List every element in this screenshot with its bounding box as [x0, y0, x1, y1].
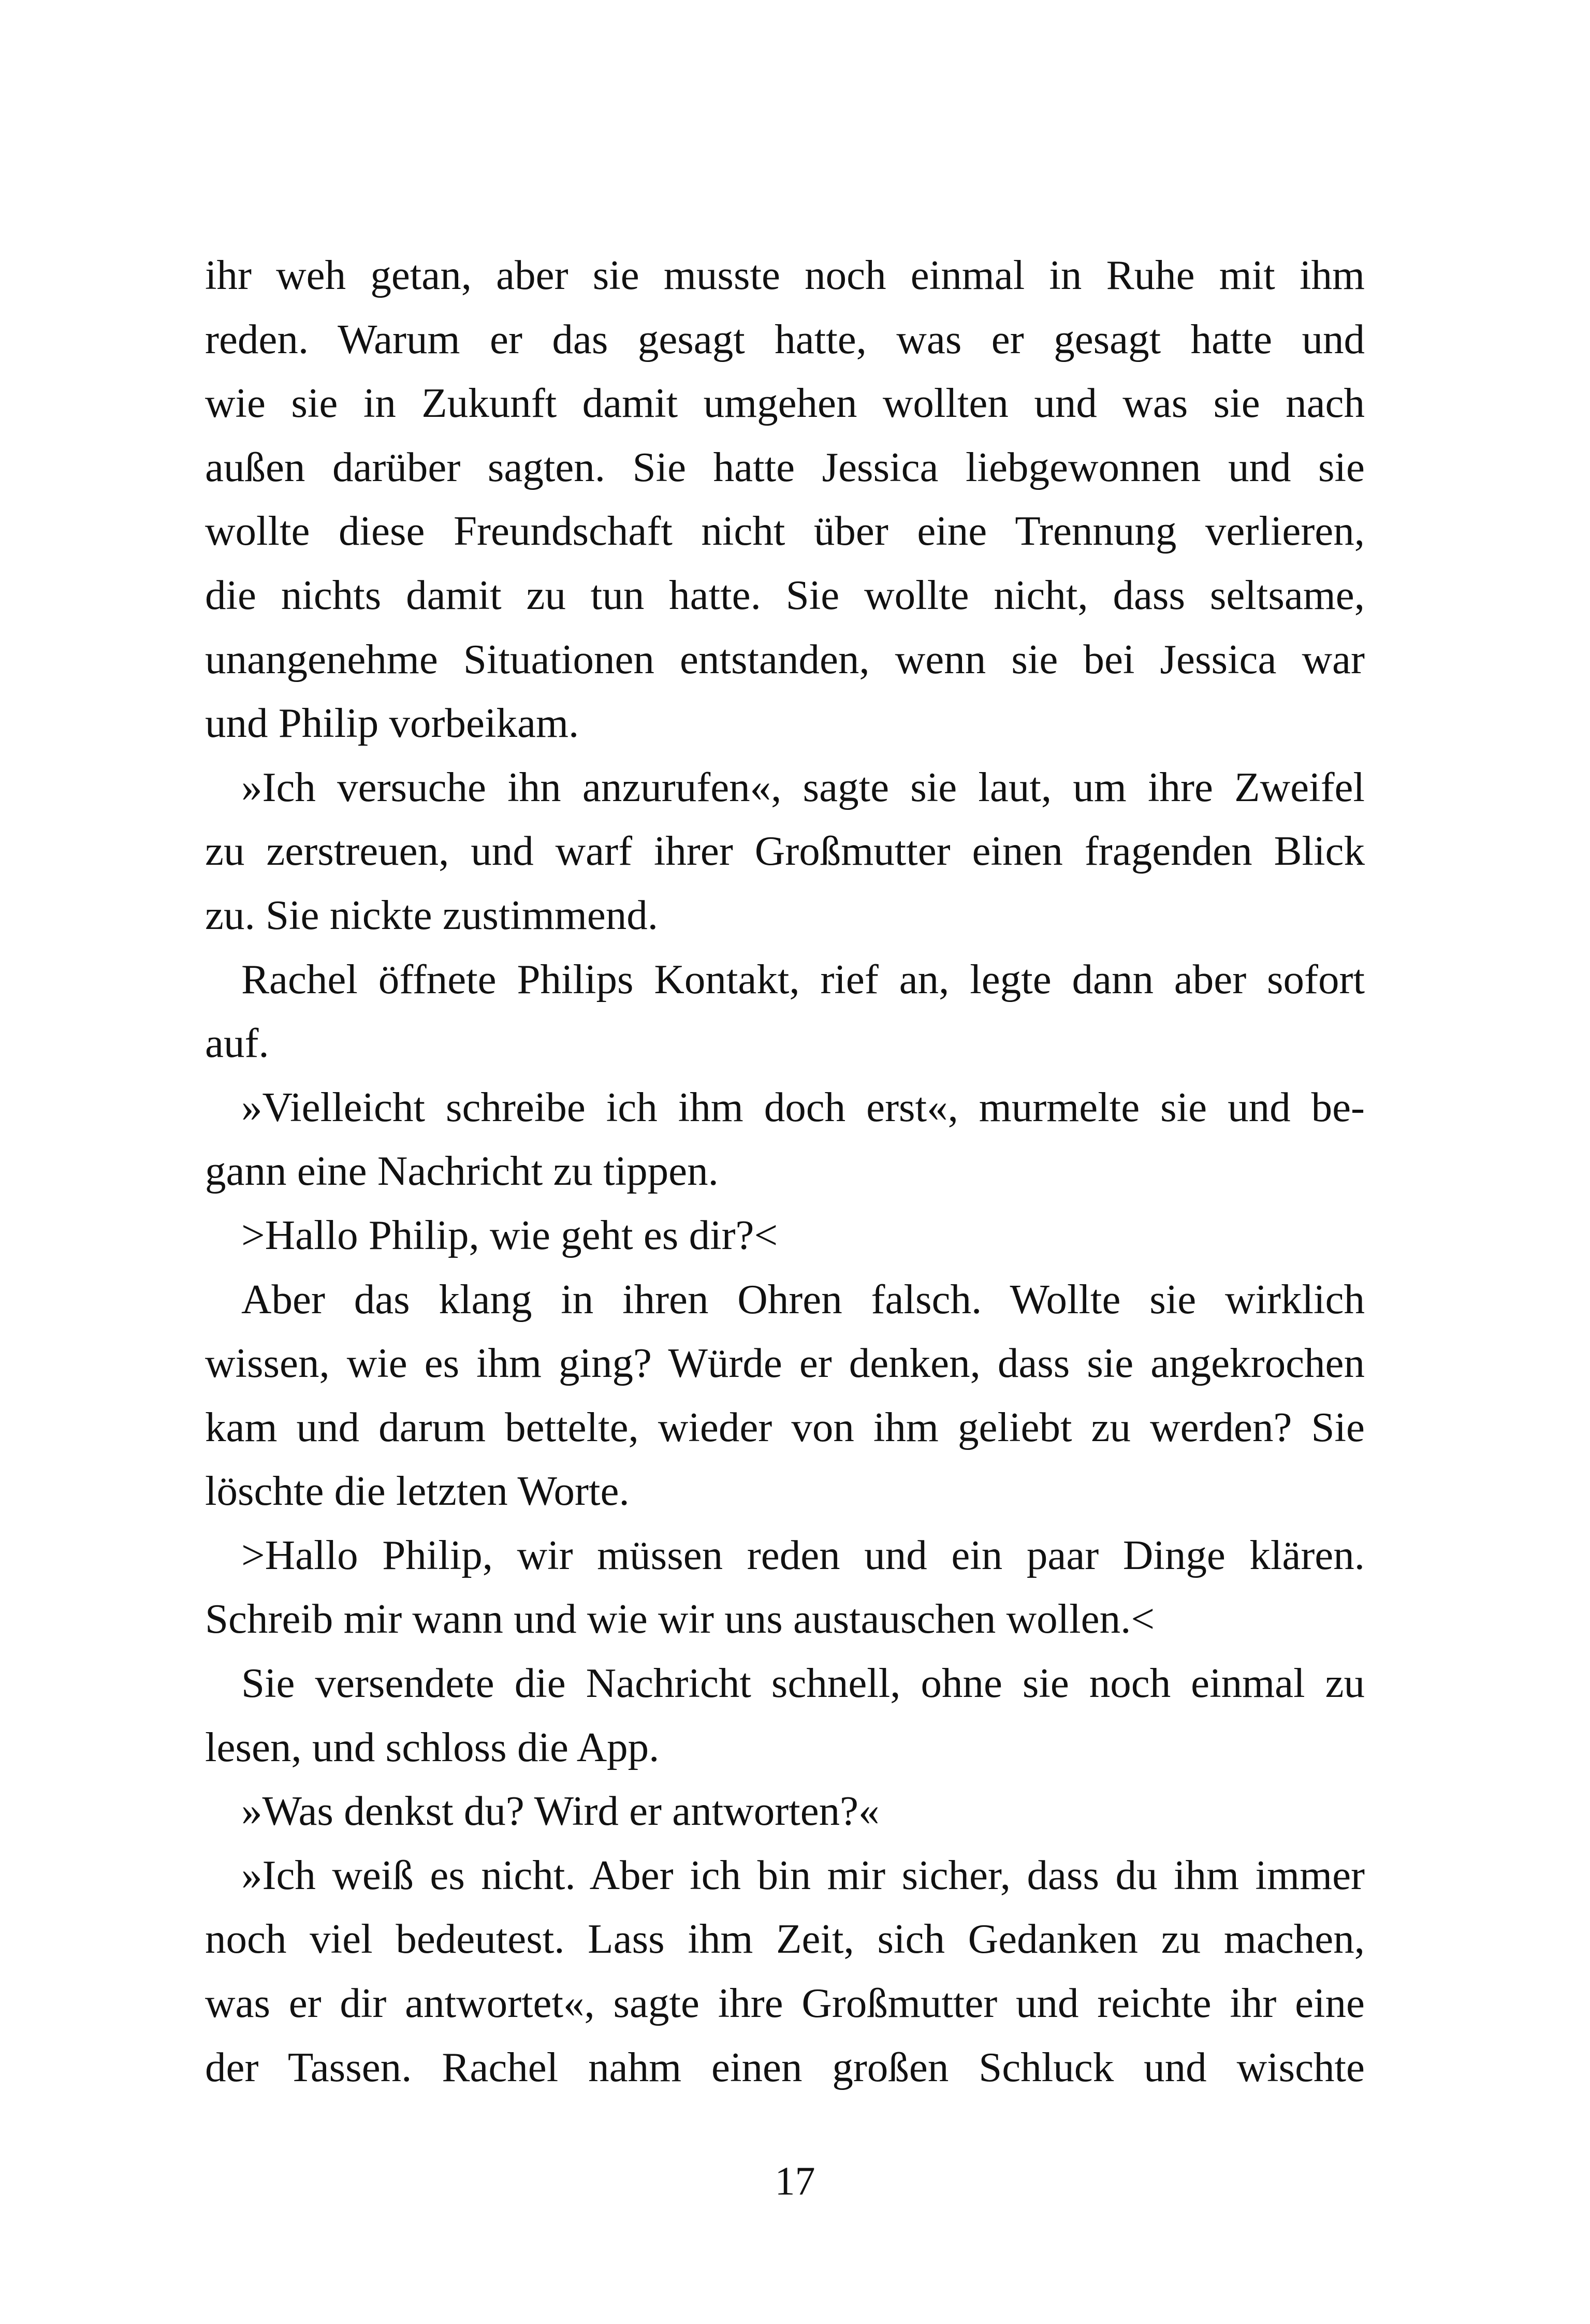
- text-line: außen darüber sagten. Sie hatte Jessica liebgewonnen und sie: [205, 443, 1365, 490]
- text-line: zu zerstreuen, und warf ihrer Großmutter einen fragenden Blick: [205, 827, 1365, 875]
- text-line: »Vielleicht schreibe ich ihm doch erst«, murmelte sie und be-: [241, 1083, 1365, 1130]
- text-line: auf.: [205, 1020, 269, 1067]
- text-line: Rachel öffnete Philips Kontakt, rief an, legte dann aber sofort: [241, 955, 1365, 1003]
- text-line: »Was denkst du? Wird er antworten?«: [241, 1788, 880, 1835]
- text-line: was er dir antwortet«, sagte ihre Großmutter und reichte ihr eine: [205, 1980, 1365, 2027]
- text-line: unangenehme Situationen entstanden, wenn sie bei Jessica war: [205, 635, 1365, 682]
- text-line: wie sie in Zukunft damit umgehen wollten und was sie nach: [205, 380, 1365, 427]
- text-line: wollte diese Freundschaft nicht über eine Trennung verlieren,: [205, 507, 1365, 555]
- text-line: noch viel bedeutest. Lass ihm Zeit, sich Gedanken zu machen,: [205, 1915, 1365, 1963]
- page-number: 17: [775, 2158, 815, 2203]
- text-line: löschte die letzten Worte.: [205, 1468, 630, 1515]
- text-line: die nichts damit zu tun hatte. Sie wollte nicht, dass seltsame,: [205, 571, 1365, 618]
- body-text: [205, 243, 1365, 2099]
- text-line: zu. Sie nickte zustimmend.: [205, 891, 659, 938]
- text-line: >Hallo Philip, wir müssen reden und ein paar Dinge klären.: [241, 1531, 1365, 1578]
- text-line: reden. Warum er das gesagt hatte, was er gesagt hatte und: [205, 315, 1365, 362]
- text-line: lesen, und schloss die App.: [205, 1723, 660, 1770]
- text-line: der Tassen. Rachel nahm einen großen Schluck und wischte: [205, 2043, 1365, 2090]
- text-line: wissen, wie es ihm ging? Würde er denken, dass sie angekrochen: [205, 1340, 1365, 1387]
- text-line: >Hallo Philip, wie geht es dir?<: [241, 1211, 778, 1258]
- text-line: kam und darum bettelte, wieder von ihm geliebt zu werden? Sie: [205, 1403, 1365, 1450]
- text-line: ihr weh getan, aber sie musste noch einmal in Ruhe mit ihm: [205, 252, 1365, 298]
- text-line: Aber das klang in ihren Ohren falsch. Wollte sie wirklich: [241, 1275, 1365, 1323]
- text-line: und Philip vorbeikam.: [205, 700, 579, 747]
- text-line: »Ich weiß es nicht. Aber ich bin mir sicher, dass du ihm immer: [241, 1851, 1365, 1898]
- text-line: gann eine Nachricht zu tippen.: [205, 1148, 719, 1195]
- text-line: »Ich versuche ihn anzurufen«, sagte sie laut, um ihre Zweifel: [241, 763, 1365, 810]
- text-line: Sie versendete die Nachricht schnell, ohne sie noch einmal zu: [241, 1660, 1365, 1707]
- text-line: Schreib mir wann und wie wir uns austauschen wollen.<: [205, 1595, 1155, 1643]
